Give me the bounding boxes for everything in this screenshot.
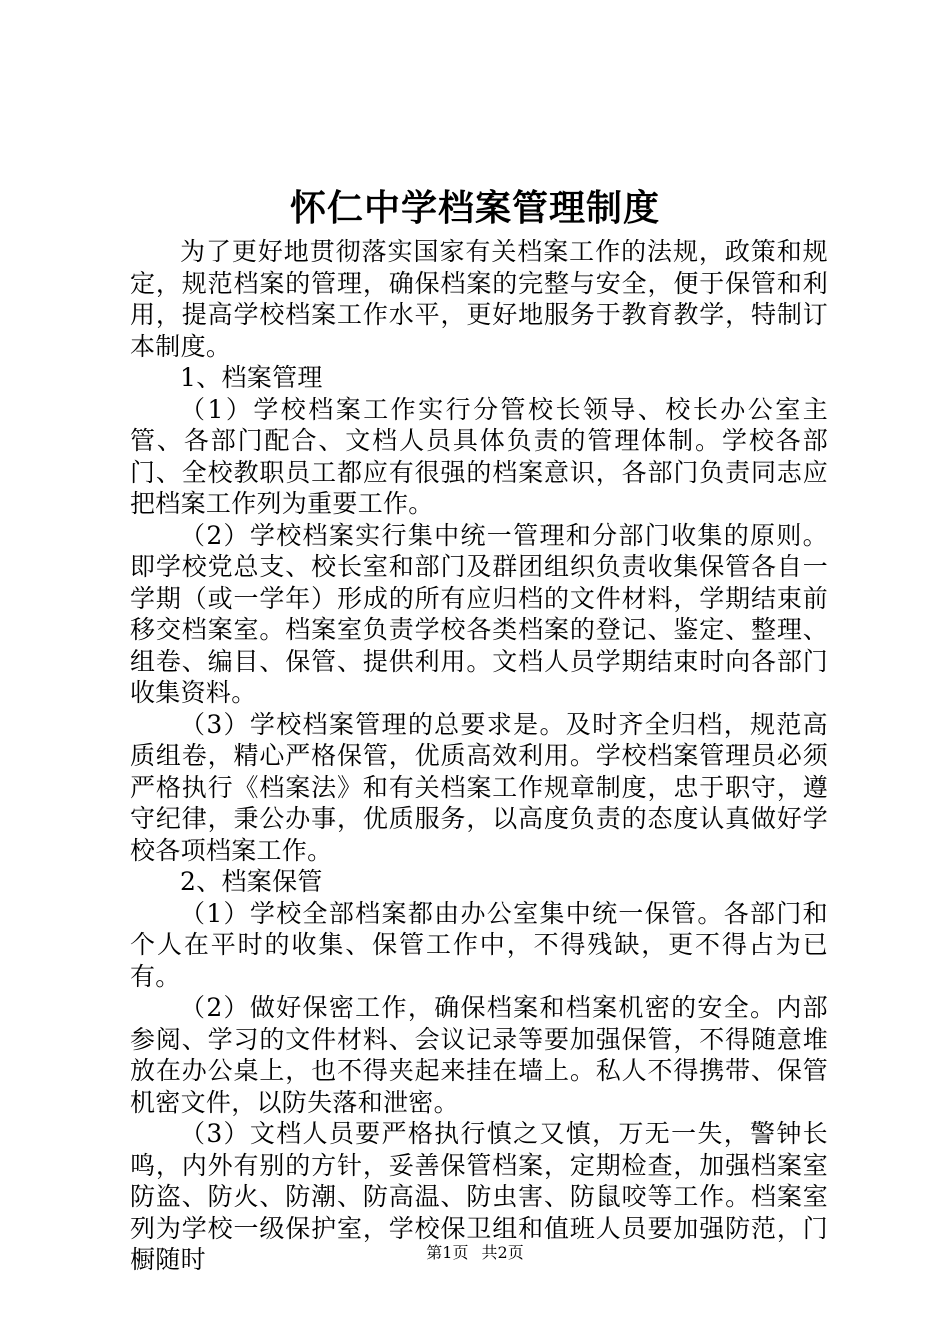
page-footer [0, 1241, 950, 1265]
section-heading-archive-storage: 2、档案保管 [180, 867, 323, 896]
section-heading-archive-management: 1、档案管理 [180, 363, 323, 392]
paragraph: （2）做好保密工作，确保档案和档案机密的安全。内部参阅、学习的文件材料、会议记录等要加强保管，不得随意堆放在办公桌上，也不得夹起来挂在墙上。私人不得携带、保管机密文件，以防失落和泄密。 [130, 993, 828, 1117]
paragraph: （1）学校全部档案都由办公室集中统一保管。各部门和个人在平时的收集、保管工作中，不得残缺，更不得占为已有。 [130, 898, 828, 991]
intro-paragraph: 为了更好地贯彻落实国家有关档案工作的法规，政策和规定，规范档案的管理，确保档案的完整与安全，便于保管和利用，提高学校档案工作水平，更好地服务于教育教学，特制订本制度。 [130, 237, 828, 361]
page-total: 共2页 [481, 1243, 524, 1262]
page-number: 第1页 [426, 1243, 469, 1262]
paragraph: （2）学校档案实行集中统一管理和分部门收集的原则。即学校党总支、校长室和部门及群团组织负责收集保管各自一学期（或一学年）形成的所有应归档的文件材料，学期结束前移交档案室。档案室负责学校各类档案的登记、鉴定、整理、组卷、编目、保管、提供利用。文档人员学期结束时向各部门收集资料。 [130, 520, 828, 707]
paragraph: （3）文档人员要严格执行慎之又慎，万无一失，警钟长鸣，内外有别的方针，妥善保管档案，定期检查，加强档案室防盗、防火、防潮、防高温、防虫害、防鼠咬等工作。档案室列为学校一级保护室，学校保卫组和值班人员要加强防范，门橱随时 [130, 1119, 828, 1274]
document-body [130, 236, 828, 1276]
paragraph: （1）学校档案工作实行分管校长领导、校长办公室主管、各部门配合、文档人员具体负责的管理体制。学校各部门、全校教职员工都应有很强的档案意识，各部门负责同志应把档案工作列为重要工作。 [130, 394, 828, 518]
document-title: 怀仁中学档案管理制度 [289, 187, 660, 229]
paragraph: （3）学校档案管理的总要求是。及时齐全归档，规范高质组卷，精心严格保管，优质高效利用。学校档案管理员必须严格执行《档案法》和有关档案工作规章制度，忠于职守，遵守纪律，秉公办事，优质服务，以高度负责的态度认真做好学校各项档案工作。 [130, 709, 828, 865]
